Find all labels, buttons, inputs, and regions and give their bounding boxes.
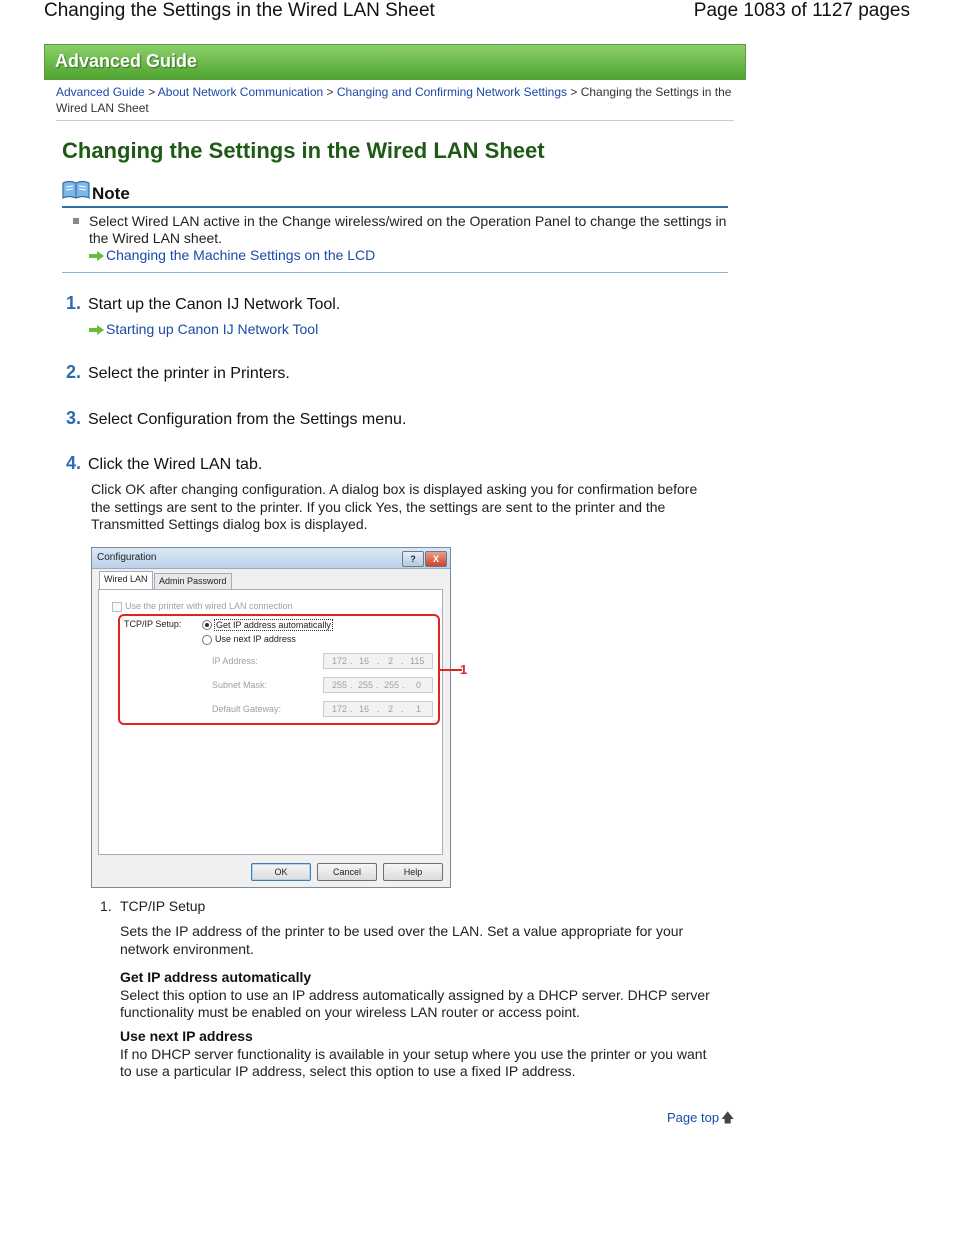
subnet-mask-field[interactable]: 255 . 255 . 255 . 0 <box>323 677 433 693</box>
advanced-guide-banner <box>44 44 746 80</box>
dialog-title: Configuration <box>97 552 157 563</box>
gateway-octet: 16 <box>359 704 370 714</box>
option-manual <box>120 1028 720 1081</box>
page-top-label: Page top <box>667 1110 720 1125</box>
subnet-mask-label: Subnet Mask: <box>212 680 268 690</box>
ip-address-field[interactable]: 172 . 16 . 2 . 115 <box>323 653 433 669</box>
step-3 <box>66 408 406 429</box>
gateway-octet: 172 <box>332 704 348 714</box>
dialog-titlebar <box>92 548 450 569</box>
step-text: Select Configuration from the Settings menu. <box>88 411 407 428</box>
tcpip-setup-label: TCP/IP Setup: <box>124 619 182 629</box>
note-link[interactable]: Changing the Machine Settings on the LCD <box>106 247 376 263</box>
divider <box>56 120 734 121</box>
step-1 <box>66 293 340 314</box>
step-number: 2. <box>66 362 82 382</box>
step-text: Select the printer in Printers. <box>88 365 290 382</box>
subnet-octet: 255 <box>358 680 374 690</box>
step-text: Start up the Canon IJ Network Tool. <box>88 296 341 313</box>
note-box <box>62 178 728 273</box>
subnet-octet: 255 <box>384 680 400 690</box>
tab-admin-password[interactable]: Admin Password <box>154 573 232 592</box>
item-title: TCP/IP Setup <box>120 898 206 914</box>
ip-octet: 172 <box>332 656 348 666</box>
callout-line <box>440 669 462 671</box>
subnet-octet: 255 <box>332 680 348 690</box>
ip-octet: 115 <box>410 656 425 666</box>
use-wired-checkbox[interactable] <box>112 602 122 612</box>
breadcrumb-about-network[interactable]: About Network Communication <box>157 85 324 99</box>
item-number: 1. <box>100 898 112 914</box>
option-manual-title: Use next IP address <box>120 1028 253 1044</box>
link-arrow-icon <box>89 325 104 335</box>
close-icon[interactable]: X <box>425 551 447 567</box>
note-title: Note <box>92 184 130 203</box>
option-manual-description: If no DHCP server functionality is available in your setup where you use the printer or you want to use a particular IP address, select this option to use a fixed IP address. <box>120 1045 707 1079</box>
radio-get-ip-auto-label[interactable]: Get IP address automatically <box>216 620 331 630</box>
breadcrumb-separator: > <box>326 85 334 99</box>
step-text: Click the Wired LAN tab. <box>88 456 263 473</box>
breadcrumb-separator: > <box>148 85 156 99</box>
gateway-octet: 1 <box>416 704 422 714</box>
step-number: 4. <box>66 453 82 473</box>
note-text: Select Wired LAN active in the Change wireless/wired on the Operation Panel to change the settings in the Wired LAN sheet. <box>89 213 727 246</box>
breadcrumb-network-settings[interactable]: Changing and Confirming Network Settings <box>336 85 567 99</box>
callout-number: 1 <box>460 662 468 677</box>
ok-button[interactable]: OK <box>251 863 311 881</box>
breadcrumb-separator: > <box>570 85 578 99</box>
callout-highlight-box <box>118 614 440 725</box>
step-number: 1. <box>66 293 82 313</box>
step-4 <box>66 453 262 474</box>
breadcrumb-current: Changing the Settings in the Wired LAN Sheet <box>56 85 732 115</box>
page-number: Page 1083 of 1127 pages <box>693 0 910 21</box>
default-gateway-field[interactable]: 172 . 16 . 2 . 1 <box>323 701 433 717</box>
help-button[interactable]: Help <box>383 863 443 881</box>
bullet-square-icon <box>73 218 79 224</box>
ip-octet: 16 <box>359 656 370 666</box>
option-auto-title: Get IP address automatically <box>120 969 312 985</box>
tab-wired-lan[interactable]: Wired LAN <box>99 571 153 593</box>
ip-address-label: IP Address: <box>212 656 258 666</box>
book-icon <box>62 180 90 200</box>
page-title: Changing the Settings in the Wired LAN Sheet <box>62 138 545 163</box>
cancel-button[interactable]: Cancel <box>317 863 377 881</box>
option-auto <box>120 969 720 1022</box>
page-top-link[interactable] <box>667 1109 734 1131</box>
step-2 <box>66 362 290 383</box>
ip-octet: 2 <box>388 656 394 666</box>
configuration-dialog <box>91 547 468 888</box>
radio-use-next-ip-label[interactable]: Use next IP address <box>215 634 296 644</box>
default-gateway-label: Default Gateway: <box>212 704 282 714</box>
option-auto-description: Select this option to use an IP address automatically assigned by a DHCP server. DHCP server functionality must be enabled on your wireless LAN router or access point. <box>120 986 710 1020</box>
step-1-link-row <box>89 321 318 339</box>
up-arrow-icon: 🡅 <box>721 1110 735 1125</box>
step-number: 3. <box>66 408 82 428</box>
banner-label: Advanced Guide <box>55 51 198 71</box>
step-4-detail: Click OK after changing configuration. A dialog box is displayed asking you for confirmation before the settings are sent to the printer. If you click Yes, the settings are sent to the printer and the Transmitted Settings dialog box is displayed. <box>91 481 698 532</box>
breadcrumb <box>56 84 732 116</box>
document-title: Changing the Settings in the Wired LAN Sheet <box>44 0 435 21</box>
gateway-octet: 2 <box>388 704 394 714</box>
page-header <box>0 0 954 26</box>
step-1-link[interactable]: Starting up Canon IJ Network Tool <box>106 321 319 337</box>
use-wired-label: Use the printer with wired LAN connection <box>125 601 293 611</box>
item-description: Sets the IP address of the printer to be used over the LAN. Set a value appropriate for your network environment. <box>120 923 684 957</box>
breadcrumb-advanced-guide[interactable]: Advanced Guide <box>56 85 145 99</box>
subnet-octet: 0 <box>416 680 422 690</box>
help-icon[interactable]: ? <box>402 551 424 567</box>
link-arrow-icon <box>89 251 104 261</box>
